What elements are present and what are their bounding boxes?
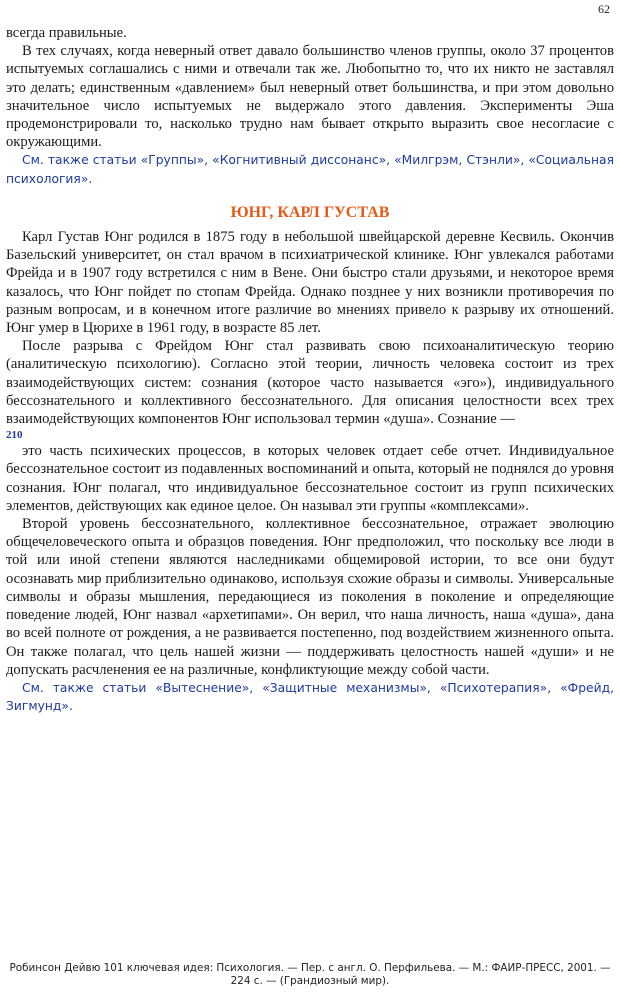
footer-line: Робинсон Дейвю 101 ключевая идея: Психология. — Пер. с англ. О. Перфильева. — М.: ФАИР-ПРЕСС, 2001. —: [9, 962, 611, 974]
see-also-links[interactable]: См. также статьи «Вытеснение», «Защитные механизмы», «Психотерапия», «Фрейд, Зигмунд».: [6, 680, 614, 714]
citation-footer: [0, 962, 620, 988]
paragraph: Второй уровень бессознательного, коллективное бессознательное, отражает эволюцию общечеловеческого опыта и образцов поведения. Юнг предположил, что поскольку все люди в той или иной степени являются наследниками общемировой истории, то все они будут осознавать мир приблизительно одинаково, используя схожие образы и символы. Универсальные символы и образы мышления, передающиеся из поколения в поколение и определяющие поведение людей, Юнг назвал «архетипами». Он верил, что наша личность, наша «душа», дана во всей полноте от рождения, а не развивается постепенно, под воздействием жизненного опыта. Он также полагал, что цель нашей жизни — поддерживать целостность нашей «души» и не допускать расчленения ее на различные, конфликтующие между собой части.: [6, 516, 614, 678]
paragraph: Карл Густав Юнг родился в 1875 году в небольшой швейцарской деревне Кесвиль. Окончив Базельский университет, он стал врачом в психиатрической клинике. Юнг увлекался работами Фрейда и в 1907 году встретился с ним в Вене. Они быстро стали друзьями, и некоторое время казалось, что Юнг пойдет по стопам Фрейда. Однако позднее у них возникли противоречия по разным вопросам, и в конечном итоге различие во мнениях привело к разрыву их отношений. Юнг умер в Цюрихе в 1961 году, в возрасте 85 лет.: [6, 229, 614, 337]
original-page-ref: 210: [6, 429, 23, 442]
page-content: [6, 24, 614, 715]
see-also-links[interactable]: См. также статьи «Группы», «Когнитивный диссонанс», «Милгрэм, Стэнли», «Социальная психология».: [6, 153, 614, 186]
footer-line: 224 с. — (Грандиозный мир).: [230, 975, 390, 987]
paragraph: это часть психических процессов, в которых человек отдает себе отчет. Индивидуальное бессознательное состоит из подавленных воспоминаний и опыта, который не поднялся до уровня сознания. Юнг полагал, что индивидуальное бессознательное состоит из групп психических элементов, действующих как единое целое. Он называл эти группы «комплексами».: [6, 443, 614, 514]
paragraph: После разрыва с Фрейдом Юнг стал развивать свою психоаналитическую теорию (аналитическую психологию). Согласно этой теории, личность человека состоит из трех взаимодействующих систем: сознания (которое часто называется «эго»), индивидуального бессознательного и коллективного бессознательного. Для описания целостности всех трех взаимодействующих компонентов Юнг использовал термин «душа». Сознание —: [6, 338, 614, 428]
page-number: 62: [598, 2, 610, 16]
article-heading: ЮНГ, КАРЛ ГУСТАВ: [230, 203, 390, 221]
paragraph: всегда правильные.: [6, 25, 127, 41]
paragraph: В тех случаях, когда неверный ответ давало большинство членов группы, около 37 процентов испытуемых соглашались с ними и отвечали так же. Любопытно то, что их никто не заставлял это делать; единственным «давлением» был неверный ответ большинства, и при этом довольно значительное число испытуемых не выдержало этого давления. Эксперименты Эша продемонстрировали то, насколько трудно нам бывает открыто выразить свое несогласие с окружающими.: [6, 43, 614, 151]
